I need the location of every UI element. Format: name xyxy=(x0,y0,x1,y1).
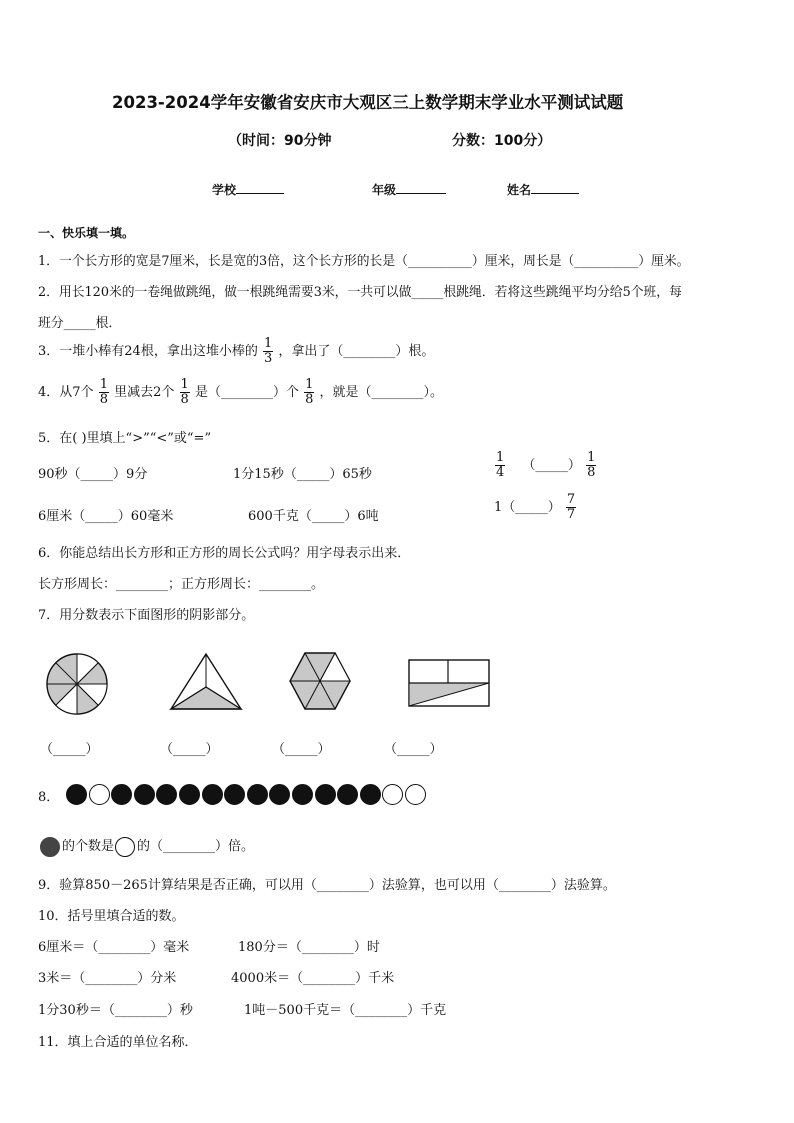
question-4 xyxy=(38,378,443,407)
q7-answer-blank-3[interactable]: （_____） xyxy=(272,742,331,757)
hexagon-figure xyxy=(287,650,353,712)
page-title: 2023-2024学年安徽省安庆市大观区三上数学期末学业水平测试试题 xyxy=(112,93,624,112)
question-11: 11．填上合适的单位名称． xyxy=(38,1035,198,1050)
fraction-one-eighth: $\frac{1}{8}$ xyxy=(587,450,596,480)
fraction-one-eighth: $\frac{1}{8}$ xyxy=(99,377,108,407)
grade-field[interactable] xyxy=(372,181,446,198)
q5-row1-col2: 1分15秒（_____）65秒 xyxy=(233,467,372,482)
name-label: 姓名 xyxy=(507,183,532,197)
q8-text-a: 的个数是 xyxy=(62,839,115,854)
filled-dot-icon xyxy=(247,784,268,805)
empty-dot-icon xyxy=(382,784,403,805)
empty-dot-icon xyxy=(89,784,110,805)
filled-dot-icon xyxy=(111,784,132,805)
q5-row1-col3 xyxy=(494,451,597,480)
triangle-figure xyxy=(168,651,244,713)
q8-text-b: 的（________）倍。 xyxy=(137,839,255,854)
q5-row2-col3 xyxy=(494,493,577,522)
section-title: 一、快乐填一填。 xyxy=(38,226,135,240)
q7-answer-blank-4[interactable]: （_____） xyxy=(384,742,443,757)
filled-dot-icon xyxy=(360,784,381,805)
question-1: 1．一个长方形的宽是7厘米，长是宽的3倍，这个长方形的长是（__________）厘米，周长是（__________）厘米。 xyxy=(38,254,690,269)
q5-row2-col2: 600千克（_____）6吨 xyxy=(248,509,379,524)
rectangle-figure xyxy=(407,658,491,708)
q10-row2-a: 3米＝（________）分米 xyxy=(38,971,177,986)
q10-row1-b: 180分＝（________）时 xyxy=(238,940,380,955)
exam-score: 分数：100分） xyxy=(452,133,552,149)
question-8-sentence xyxy=(40,835,254,857)
q3-text-post: ，拿出了（________）根。 xyxy=(278,344,435,359)
q10-row3-a: 1分30秒＝（________）秒 xyxy=(38,1003,193,1018)
q4-part-4: ，就是（________）。 xyxy=(319,385,444,400)
question-5-title: 5．在( )里填上“>”“<”或“=” xyxy=(38,431,212,446)
question-6-title: 6．你能总结出长方形和正方形的周长公式吗？用字母表示出来． xyxy=(38,546,411,561)
q10-row1-a: 6厘米＝（________）毫米 xyxy=(38,940,190,955)
exam-time: （时间：90分钟 xyxy=(228,133,332,149)
q5-row1-col1: 90秒（_____）9分 xyxy=(38,467,148,482)
fraction-one-third: $\frac{1}{3}$ xyxy=(263,336,273,366)
filled-dot-icon xyxy=(202,784,223,805)
empty-dot-icon xyxy=(115,837,135,857)
question-8-label: 8． xyxy=(38,790,60,805)
name-field[interactable] xyxy=(507,181,579,198)
dot-row xyxy=(66,784,428,805)
question-9: 9．验算850－265计算结果是否正确，可以用（________）法验算，也可以用（________）法验算。 xyxy=(38,878,616,893)
filled-dot-icon xyxy=(315,784,336,805)
q7-answer-blank-1[interactable]: （_____） xyxy=(40,742,99,757)
question-3 xyxy=(38,337,434,366)
question-7-title: 7．用分数表示下面图形的阴影部分。 xyxy=(38,608,255,623)
school-field[interactable] xyxy=(212,181,284,198)
q10-row3-b: 1吨－500千克＝（________）千克 xyxy=(244,1003,447,1018)
question-10-title: 10．括号里填合适的数。 xyxy=(38,909,185,924)
filled-dot-icon xyxy=(40,837,60,857)
q5-row2-col3-text: 1（_____） xyxy=(494,500,561,515)
q5-row1-col3-blank: （_____） xyxy=(522,458,581,473)
grade-label: 年级 xyxy=(372,183,397,197)
fraction-one-eighth: $\frac{1}{8}$ xyxy=(180,377,189,407)
q4-part-1: 4．从7个 xyxy=(38,385,94,400)
school-label: 学校 xyxy=(212,183,237,197)
q4-part-3: 是（________）个 xyxy=(194,385,299,400)
circle-eighths-figure xyxy=(44,651,110,717)
filled-dot-icon xyxy=(224,784,245,805)
q5-row2-col1: 6厘米（_____）60毫米 xyxy=(38,509,174,524)
filled-dot-icon xyxy=(179,784,200,805)
q3-text-pre: 3．一堆小棒有24根，拿出这堆小棒的 xyxy=(38,344,258,359)
q4-part-2: 里减去2个 xyxy=(114,385,175,400)
filled-dot-icon xyxy=(292,784,313,805)
filled-dot-icon xyxy=(156,784,177,805)
fraction-one-quarter: $\frac{1}{4}$ xyxy=(496,450,505,480)
filled-dot-icon xyxy=(134,784,155,805)
empty-dot-icon xyxy=(405,784,426,805)
filled-dot-icon xyxy=(66,784,87,805)
fraction-one-eighth: $\frac{1}{8}$ xyxy=(305,377,314,407)
question-6-formula-line: 长方形周长：________；正方形周长：________。 xyxy=(38,577,325,592)
fraction-seven-sevenths: $\frac{7}{7}$ xyxy=(566,492,576,522)
question-2-line-2: 班分_____根． xyxy=(38,316,122,331)
q10-row2-b: 4000米＝（________）千米 xyxy=(231,971,395,986)
q7-answer-blank-2[interactable]: （_____） xyxy=(160,742,219,757)
filled-dot-icon xyxy=(269,784,290,805)
question-2-line-1: 2．用长120米的一卷绳做跳绳，做一根跳绳需要3米，一共可以做_____根跳绳．若将这些跳绳平均分给5个班，每 xyxy=(38,285,682,300)
filled-dot-icon xyxy=(337,784,358,805)
